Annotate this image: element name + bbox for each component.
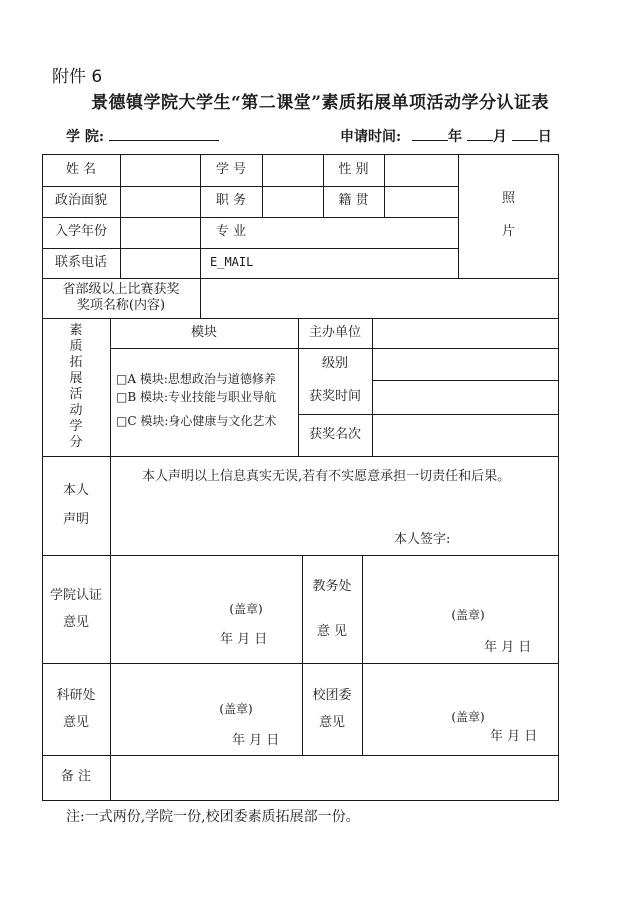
grid-line xyxy=(42,555,559,556)
research-office-date[interactable]: 年 月 日 xyxy=(232,732,280,748)
level-label: 级别 xyxy=(321,355,348,371)
quality-char: 分 xyxy=(69,434,83,450)
module-b-option[interactable]: □B 模块:专业技能与职业导航 xyxy=(116,390,277,405)
photo-label-1: 照 xyxy=(501,191,515,207)
award-name-input[interactable] xyxy=(201,278,558,318)
position-label: 职 务 xyxy=(215,193,247,209)
remarks-label: 备 注 xyxy=(60,769,92,785)
level-input[interactable] xyxy=(373,348,558,380)
self-label-line-1: 本人 xyxy=(62,482,89,498)
youth-league-seal: (盖章) xyxy=(451,710,485,725)
table-border xyxy=(42,800,559,801)
college-cert-line-1: 学院认证 xyxy=(49,587,102,603)
quality-char: 素 xyxy=(69,323,83,339)
phone-label: 联系电话 xyxy=(54,254,107,270)
module-a-option[interactable]: □A 模块:思想政治与道德修养 xyxy=(116,372,276,387)
month-blank[interactable] xyxy=(467,126,493,141)
quality-char: 学 xyxy=(69,418,83,434)
academic-office-label xyxy=(302,555,362,663)
declaration-text: 本人声明以上信息真实无误,若有不实愿意承担一切责任和后果。 xyxy=(142,468,511,484)
award-time-input[interactable] xyxy=(373,380,558,414)
position-input[interactable] xyxy=(263,186,323,217)
remarks-input[interactable] xyxy=(111,755,558,800)
enroll-year-input[interactable] xyxy=(121,217,200,248)
academic-office-seal: (盖章) xyxy=(451,608,485,623)
year-blank[interactable] xyxy=(412,126,448,141)
gender-input[interactable] xyxy=(385,154,458,186)
phone-input[interactable] xyxy=(121,248,200,278)
research-office-line-1: 科研处 xyxy=(56,687,96,703)
table-border xyxy=(558,154,559,801)
college-cert-line-2: 意见 xyxy=(62,615,89,630)
module-header: 模块 xyxy=(190,324,217,340)
youth-league-line-1: 校团委 xyxy=(312,687,352,703)
college-date[interactable]: 年 月 日 xyxy=(220,631,268,647)
native-place-input[interactable] xyxy=(385,186,458,217)
attachment-label: 附件 6 xyxy=(52,67,103,87)
award-name-label xyxy=(42,278,200,318)
grid-line xyxy=(362,555,363,755)
award-rank-label: 获奖名次 xyxy=(308,426,361,442)
research-office-label xyxy=(42,663,110,755)
day-blank[interactable] xyxy=(512,126,538,141)
academic-office-line-1: 教务处 xyxy=(312,578,352,594)
page-title: 景德镇学院大学生“第二课堂”素质拓展单项活动学分认证表 xyxy=(90,93,550,113)
footnote: 注:一式两份,学院一份,校团委素质拓展部一份。 xyxy=(66,809,360,825)
quality-char: 质 xyxy=(69,339,83,355)
quality-char: 动 xyxy=(69,402,83,418)
academic-office-line-2: 意 见 xyxy=(316,624,348,639)
grid-line xyxy=(42,456,559,457)
quality-char: 展 xyxy=(69,371,83,387)
module-c-option[interactable]: □C 模块:身心健康与文化艺术 xyxy=(116,414,277,429)
college-seal: (盖章) xyxy=(229,602,263,617)
youth-league-date[interactable]: 年 月 日 xyxy=(490,728,538,744)
apply-time-label: 申请时间: xyxy=(340,129,402,145)
gender-label: 性 别 xyxy=(338,161,369,177)
organizer-input[interactable] xyxy=(373,318,558,348)
youth-league-label xyxy=(302,663,362,755)
college-label: 学 院: xyxy=(66,129,105,145)
email-label: E_MAIL xyxy=(210,255,254,270)
grid-line xyxy=(110,348,298,349)
photo-label-2: 片 xyxy=(501,224,515,239)
student-id-input[interactable] xyxy=(263,154,323,186)
college-blank[interactable] xyxy=(109,126,219,141)
major-label: 专 业 xyxy=(215,224,247,240)
grid-line xyxy=(110,456,111,801)
college-field xyxy=(66,126,219,146)
political-status-input[interactable] xyxy=(121,186,200,217)
name-input[interactable] xyxy=(121,154,200,186)
quality-credit-label xyxy=(42,318,110,456)
day-label: 日 xyxy=(537,129,552,145)
signature-label[interactable]: 本人签字: xyxy=(394,531,451,547)
college-cert-label xyxy=(42,555,110,663)
major-input[interactable] xyxy=(263,217,458,248)
organizer-label: 主办单位 xyxy=(308,324,361,340)
award-label-line-1: 省部级以上比赛获奖 xyxy=(62,281,180,297)
name-label: 姓 名 xyxy=(65,161,97,177)
quality-char: 拓 xyxy=(69,355,83,371)
enroll-year-label: 入学年份 xyxy=(54,224,107,240)
self-label-line-2: 声明 xyxy=(62,511,89,527)
native-place-label: 籍 贯 xyxy=(338,193,369,209)
youth-league-line-2: 意见 xyxy=(318,715,345,730)
year-label: 年 xyxy=(448,129,463,145)
research-office-line-2: 意见 xyxy=(62,715,89,730)
political-status-label: 政治面貌 xyxy=(54,193,107,209)
email-input[interactable] xyxy=(263,248,458,278)
quality-char: 活 xyxy=(69,387,83,402)
self-declaration-label xyxy=(42,456,110,555)
award-time-label: 获奖时间 xyxy=(308,388,361,404)
grid-line xyxy=(42,663,559,664)
month-label: 月 xyxy=(492,129,507,145)
apply-time-field xyxy=(340,126,552,146)
academic-office-date[interactable]: 年 月 日 xyxy=(484,639,532,655)
student-id-label: 学 号 xyxy=(215,161,247,177)
photo-box[interactable] xyxy=(459,154,558,278)
research-office-seal: (盖章) xyxy=(219,702,253,717)
award-label-line-2: 奖项名称(内容) xyxy=(76,298,166,313)
award-rank-input[interactable] xyxy=(373,414,558,456)
